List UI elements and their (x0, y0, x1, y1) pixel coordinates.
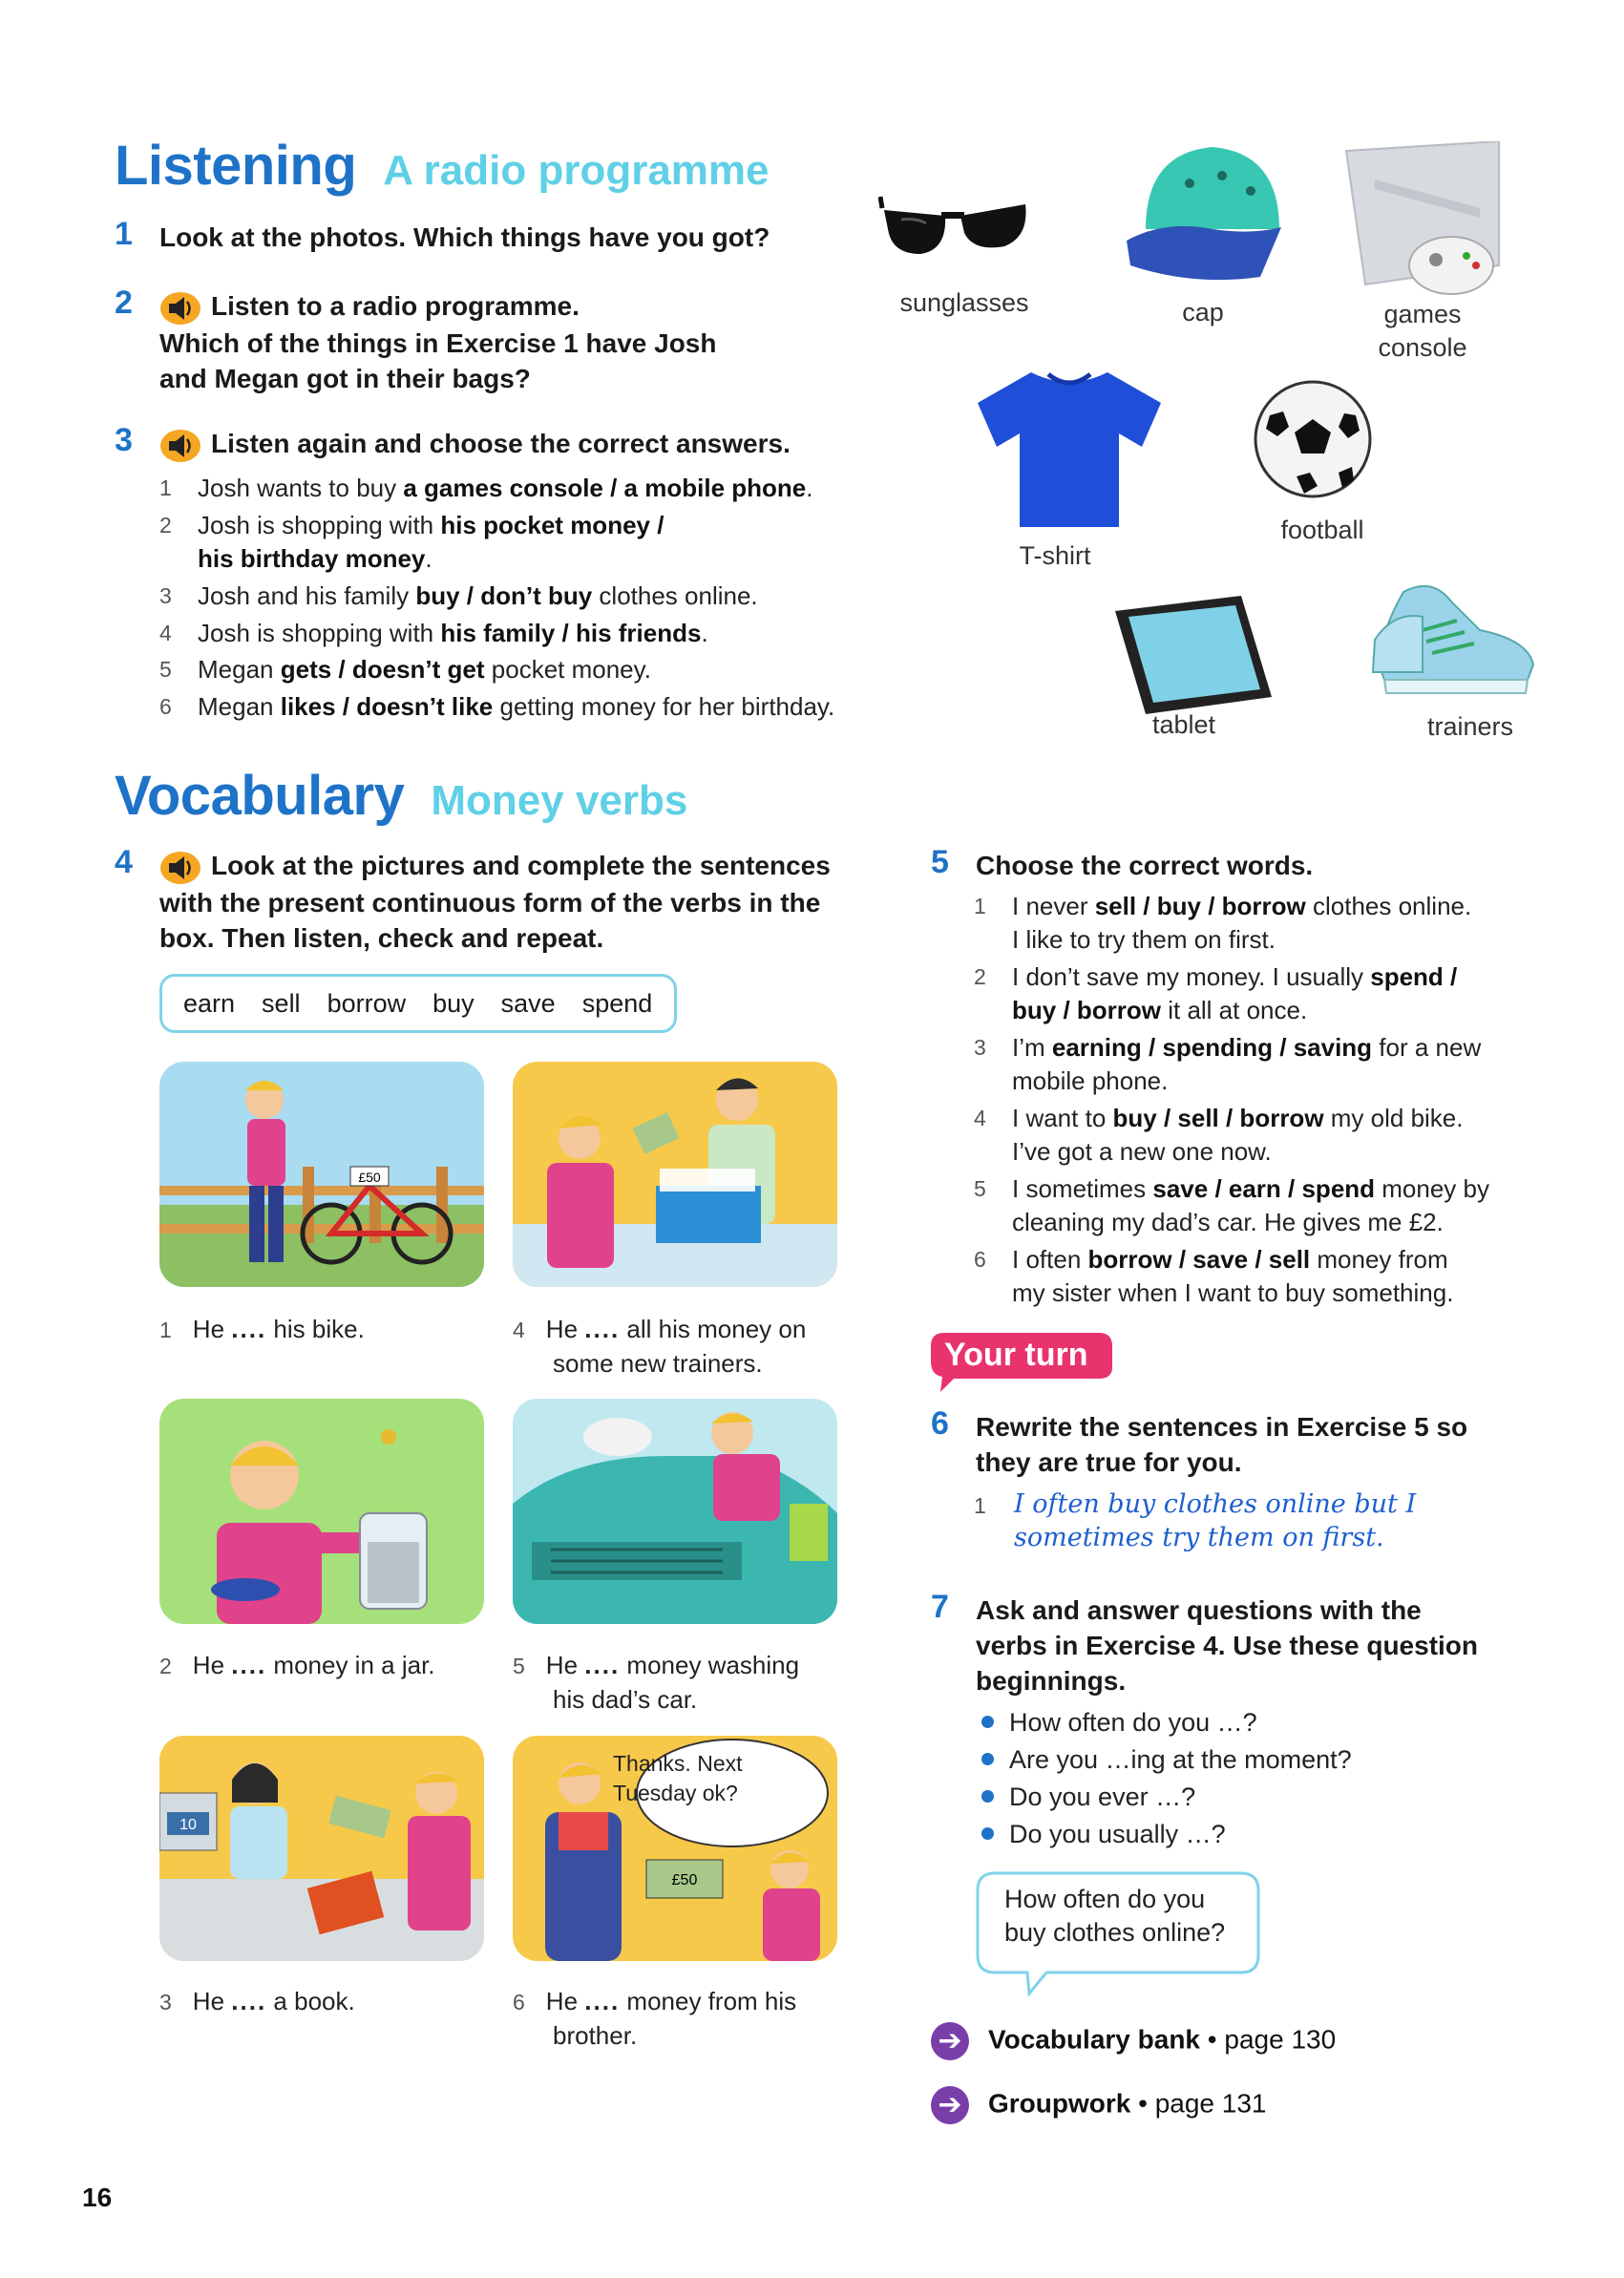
arrow-right-icon: ➔ (931, 2022, 969, 2060)
football-image (1251, 377, 1375, 501)
caption-6: 6 He .... money from his brother. (513, 1987, 797, 2050)
exercise-number: 7 (931, 1589, 949, 1625)
list-item: 4 I want to buy / sell / borrow my old bike. I’ve got a new one now. (974, 1104, 1464, 1166)
ex2-line2: Which of the things in Exercise 1 have Josh (159, 327, 717, 358)
exercise-2-instruction (159, 288, 716, 396)
tshirt-image (974, 363, 1165, 535)
arrow-right-icon: ➔ (931, 2086, 969, 2124)
trainers-image (1365, 573, 1547, 707)
word-buy: buy (432, 988, 475, 1018)
exercise-number: 1 (115, 216, 133, 252)
price-tag: £50 (358, 1170, 381, 1185)
section-subtitle-vocabulary: Money verbs (431, 777, 688, 824)
section-title-listening: Listening (115, 135, 357, 197)
your-turn-label: Your turn (944, 1337, 1088, 1373)
vocabulary-bank-link[interactable]: ➔ Vocabulary bank • page 130 (931, 2022, 1336, 2060)
word-earn: earn (183, 988, 236, 1018)
section-title-vocabulary: Vocabulary (115, 765, 405, 827)
list-item: Are you …ing at the moment? (981, 1742, 1352, 1778)
photo-label-games-console: games console (1378, 300, 1467, 362)
photo-label-cap: cap (1182, 298, 1224, 327)
word-sell: sell (262, 988, 301, 1018)
list-item: Do you ever …? (981, 1780, 1195, 1815)
list-item: 2 Josh is shopping with his pocket money / (159, 511, 664, 539)
list-item: 1 Josh wants to buy a games console / a mobile phone. (159, 474, 813, 502)
list-item: 5 I sometimes save / earn / spend money by cleaning my dad’s car. He gives me £2. (974, 1174, 1489, 1236)
list-item: his birthday money. (198, 544, 432, 573)
list-item: Do you usually …? (981, 1817, 1226, 1852)
photo-label-football: football (1280, 516, 1364, 544)
section-subtitle-listening: A radio programme (383, 147, 770, 194)
exercise-number: 5 (931, 844, 949, 880)
audio-speaker-icon[interactable] (159, 291, 201, 326)
exercise-number: 2 (115, 285, 133, 321)
caption-5: 5 He .... money washing his dad’s car. (513, 1651, 800, 1714)
your-turn-badge (931, 1333, 1112, 1381)
note-label: £50 (671, 1872, 698, 1888)
ex3-text: Listen again and choose the correct answers. (211, 429, 791, 458)
page-number: 16 (82, 2183, 113, 2212)
exercise-4-instruction: Look at the pictures and complete the sentences with the present continuous form of the verbs in the box. Then listen, check and repeat. (159, 851, 831, 953)
exercise-3-instruction (159, 426, 791, 463)
caption-1: 1 He .... his bike. (159, 1315, 365, 1343)
picture-2-saving-money (159, 1399, 484, 1624)
picture-4-spending-money (513, 1062, 837, 1287)
list-item: 3 I’m earning / spending / saving for a new mobile phone. (974, 1033, 1482, 1095)
picture-1-selling-bike (159, 1062, 484, 1287)
ex2-line1: Listen to a radio programme. (211, 291, 580, 321)
caption-4: 4 He .... all his money on some new trainers. (513, 1315, 807, 1378)
caption-3: 3 He .... a book. (159, 1987, 355, 2015)
audio-speaker-icon[interactable] (159, 851, 201, 885)
games-console-image (1337, 141, 1508, 304)
list-item: 6 I often borrow / save / sell money from my sister when I want to buy something. (974, 1245, 1454, 1307)
list-item: 6 Megan likes / doesn’t like getting money for her birthday. (159, 692, 835, 721)
exercise-7-instruction: Ask and answer questions with the verbs in Exercise 4. Use these question beginnings. (976, 1595, 1479, 1696)
word-save: save (500, 988, 556, 1018)
audio-speaker-icon[interactable] (159, 429, 201, 463)
speech-bubble-text: Thanks. Next Tuesday ok? (613, 1751, 743, 1805)
sunglasses-image (878, 191, 1031, 277)
picture-5-washing-car (513, 1399, 837, 1624)
speech-bubble-text: How often do you buy clothes online? (1004, 1885, 1226, 1947)
exercise-number: 4 (115, 844, 133, 880)
photo-label-tablet: tablet (1151, 710, 1216, 739)
exercise-1-instruction: Look at the photos. Which things have you got? (159, 222, 770, 252)
example-answer: I often buy clothes online but I sometimes try them on first. (1014, 1489, 1417, 1552)
listening-heading (115, 134, 770, 198)
list-item: 2 I don’t save my money. I usually spend / buy / borrow it all at once. (974, 962, 1458, 1024)
groupwork-link[interactable]: ➔ Groupwork • page 131 (931, 2086, 1267, 2124)
cap-image (1107, 134, 1298, 296)
picture-3-buying-book (159, 1736, 484, 1961)
vocabulary-heading (115, 764, 687, 828)
exercise-5-instruction: Choose the correct words. (976, 851, 1314, 880)
word-box (159, 974, 677, 1033)
list-item: How often do you …? (981, 1705, 1257, 1740)
photo-label-sunglasses: sunglasses (899, 288, 1029, 317)
tablet-image (1107, 592, 1279, 716)
photo-label-trainers: trainers (1426, 712, 1514, 741)
till-display: 10 (179, 1817, 197, 1833)
caption-2: 2 He .... money in a jar. (159, 1651, 435, 1679)
word-spend: spend (581, 988, 653, 1018)
word-borrow: borrow (327, 988, 407, 1018)
list-item: 3 Josh and his family buy / don’t buy clothes online. (159, 581, 758, 610)
list-item: 1 I never sell / buy / borrow clothes online. I like to try them on first. (974, 892, 1472, 954)
exercise-number: 6 (931, 1405, 949, 1442)
list-item: 4 Josh is shopping with his family / his friends. (159, 619, 708, 647)
list-item: 5 Megan gets / doesn’t get pocket money. (159, 655, 651, 684)
exercise-number: 3 (115, 422, 133, 458)
exercise-6-instruction: Rewrite the sentences in Exercise 5 so they are true for you. (976, 1412, 1468, 1477)
ex2-line3: and Megan got in their bags? (159, 363, 531, 393)
photo-label-tshirt: T-shirt (1019, 541, 1091, 570)
